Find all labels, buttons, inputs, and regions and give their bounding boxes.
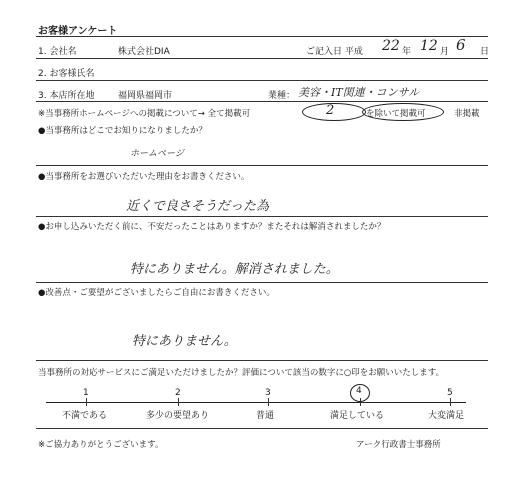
rating-label: 多少の要望あり	[146, 411, 210, 421]
industry-value: 美容・IT関連・コンサル	[298, 86, 420, 99]
rating-label: 不満である	[62, 411, 108, 421]
answer-3: 特にありません。解消されました。	[130, 262, 339, 277]
date-day: 6	[456, 36, 466, 54]
rating-number[interactable]: 5	[447, 388, 453, 398]
date-month-unit: 月	[440, 47, 450, 57]
answer-2: 近くで良さそうだった為	[126, 199, 270, 214]
row2-divider	[36, 80, 488, 81]
customer-name-label: 2. お客様氏名	[38, 69, 95, 79]
company-name-label: 1. 会社名	[38, 47, 77, 57]
rating-tick	[450, 398, 451, 406]
address-label: 3. 本店所在地	[38, 91, 95, 101]
date-day-unit: 日	[480, 47, 490, 57]
footer-divider	[36, 428, 488, 429]
q1-divider	[36, 165, 488, 166]
footer-thanks: ※ご協力ありがとうございます。	[38, 440, 164, 450]
form-title: お客様アンケート	[38, 26, 118, 37]
footer-office: アーク行政書士事務所	[356, 440, 441, 450]
rating-tick	[178, 398, 179, 406]
title-divider	[36, 36, 488, 37]
date-month: 12	[420, 38, 438, 54]
rating-label: 普通	[256, 411, 275, 421]
answer-4: 特にありません。	[132, 334, 237, 349]
row1-divider	[36, 58, 488, 59]
address-value: 福岡県福岡市	[118, 91, 173, 101]
consent-text: ※当事務所ホームページへの掲載について→ 全て掲載可	[38, 109, 251, 119]
consent-end: 非掲載	[454, 109, 480, 119]
q3-divider	[36, 282, 488, 283]
consent-circled-number: 2	[326, 103, 335, 118]
rating-label: 大変満足	[428, 411, 465, 421]
rating-number[interactable]: 3	[265, 388, 271, 398]
question-3: ●お申し込みいただく前に、不安だったことはありますか？またそれは解消されましたか？	[38, 222, 386, 232]
date-prefix: ご記入日 平成	[306, 47, 363, 57]
question-4: ●改善点・ご要望がございましたらご自由にお書きください。	[38, 288, 275, 298]
date-year-unit: 年	[402, 47, 412, 57]
q2-divider	[36, 216, 488, 217]
rating-label: 満足している	[330, 411, 385, 421]
rating-number-selected[interactable]: 4	[356, 386, 362, 396]
question-2: ●当事務所をお選びいただいた理由をお書きください。	[38, 172, 250, 182]
rating-tick	[268, 398, 269, 406]
rating-number[interactable]: 2	[175, 388, 181, 398]
date-year: 22	[382, 38, 400, 54]
answer-1: ホームページ	[130, 149, 184, 159]
company-name-value: 株式会社DIA	[118, 47, 170, 57]
row3-divider	[36, 101, 488, 102]
consent-mid: を除いて掲載可	[366, 109, 426, 119]
q4-divider	[36, 360, 488, 361]
question-1: ●当事務所はどこでお知りになりましたか？	[38, 126, 207, 136]
consent-mid-circle	[362, 103, 444, 121]
rating-number[interactable]: 1	[83, 388, 89, 398]
rating-tick	[86, 398, 87, 406]
rating-scale-line	[46, 402, 466, 403]
question-5: 当事務所の対応サービスにご満足いただけましたか？評価について該当の数字に○印をお願いいたします。	[38, 368, 445, 378]
industry-label: 業種：	[268, 91, 296, 101]
